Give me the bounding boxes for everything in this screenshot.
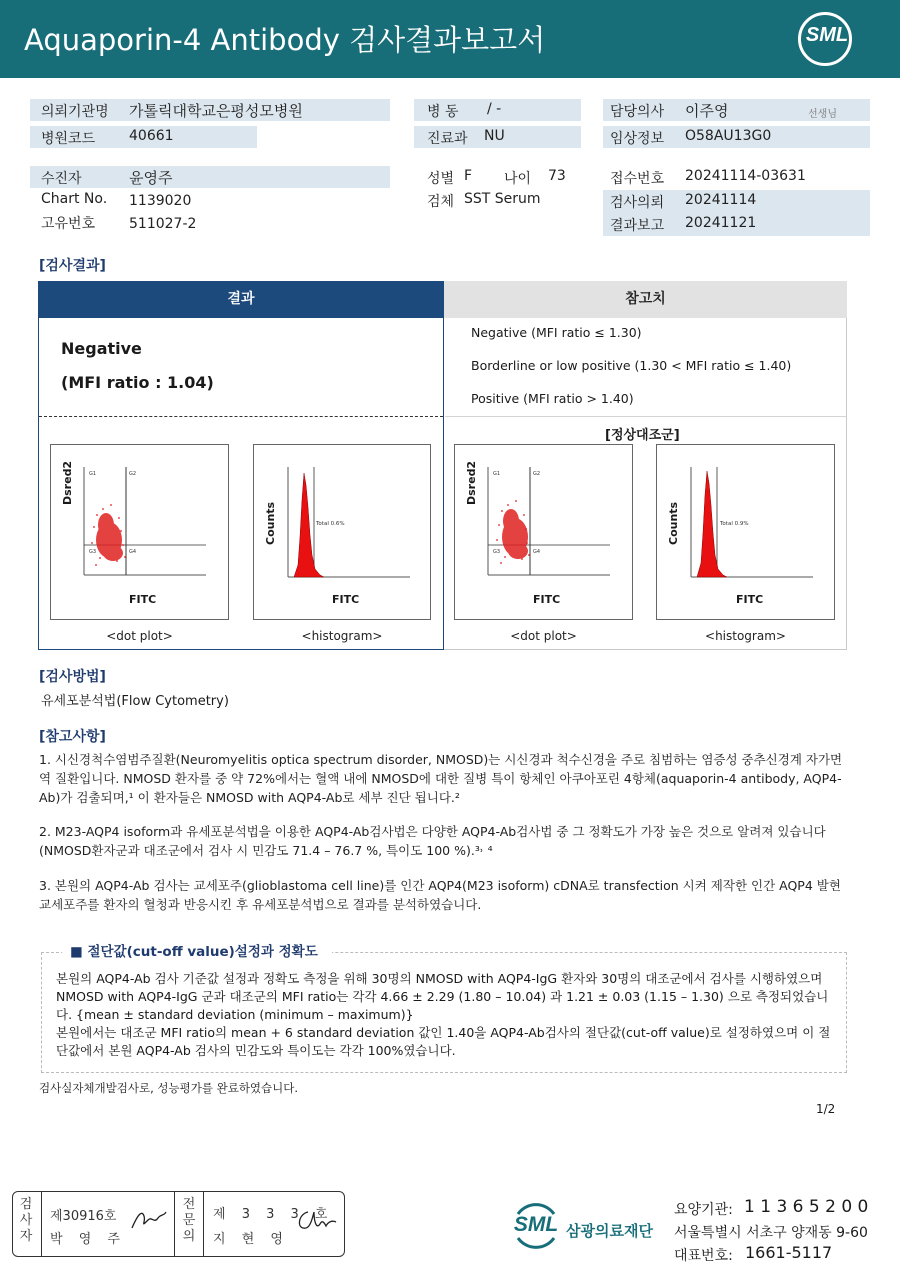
svg-text:G3: G3: [493, 549, 501, 555]
specimen-value: SST Serum: [464, 191, 541, 207]
info-bar: [30, 166, 390, 188]
ward-value: / -: [487, 101, 502, 117]
inspector-id: 제30916호: [50, 1209, 117, 1224]
cutoff-title: ■ 절단값(cut-off value)설정과 정확도: [70, 944, 318, 960]
doctor-suffix: 선생님: [808, 109, 837, 120]
patient-value: 윤영주: [129, 169, 173, 187]
svg-text:G2: G2: [533, 471, 541, 477]
plot1-caption: <dot plot>: [106, 629, 173, 643]
plot2-annotation: Total 0.6%: [316, 521, 345, 527]
chart-value: 1139020: [129, 193, 192, 209]
cutoff-text-1: 본원의 AQP4-Ab 검사 기준값 설정과 정확도 측정을 위해 30명의 NMOSD with AQP4-IgG 환자와 30명의 대조군에서 검사를 시행하였으며 NMOSD with AQP4-IgG 군과 대조군의 MFI ratio는 각각 4.66 ± 2.29 (1.80 – 10.04) 과 1.21 ± 0.03 (1.15 – 1.30) 으로 측정되었습니다. {mean ± standard deviation (minimum – maximum)}: [56, 971, 829, 1022]
reference-borderline: Borderline or low positive (1.30 < MFI ratio ≤ 1.40): [471, 358, 792, 373]
report-label: 결과보고: [610, 218, 665, 234]
request-value: 20241114: [685, 192, 757, 208]
dept-value: NU: [484, 128, 505, 144]
org-code-label: 요양기관:: [674, 1202, 733, 1218]
clinical-label: 임상정보: [610, 131, 665, 147]
chart-label: Chart No.: [41, 191, 108, 207]
svg-text:G4: G4: [533, 549, 541, 555]
institution-value: 가톨릭대학교은평성모병원: [129, 102, 303, 120]
institution-label: 의뢰기관명: [41, 104, 109, 120]
report-title: Aquaporin-4 Antibody 검사결과보고서: [24, 23, 546, 57]
reference-negative: Negative (MFI ratio ≤ 1.30): [471, 325, 642, 340]
receipt-label: 접수번호: [610, 171, 665, 187]
org-phone: 1661-5117: [745, 1243, 833, 1262]
result-ratio: (MFI ratio : 1.04): [61, 373, 214, 392]
method-text: 유세포분석법(Flow Cytometry): [41, 694, 229, 709]
svg-text:G1: G1: [89, 471, 97, 477]
plot1-ylabel: Dsred2: [61, 460, 74, 505]
results-section-title: [검사결과]: [39, 258, 106, 274]
org-phone-label: 대표번호:: [674, 1248, 733, 1264]
plot3-ylabel: Dsred2: [465, 460, 478, 505]
ward-label: 병 동: [427, 104, 459, 120]
method-section-title: [검사방법]: [39, 669, 106, 685]
note-item-3: 3. 본원의 AQP4-Ab 검사는 교세포주(glioblastoma cell line)를 인간 AQP4(M23 isoform) cDNA로 transfection 시켜 제작한 인간 AQP4 발현 교세포주를 환자의 혈청과 반응시킨 후 유세포분석법으로 결과를 분석하였습니다.: [39, 878, 841, 912]
plot4-caption: <histogram>: [705, 629, 786, 643]
plot3-xlabel: FITC: [533, 593, 561, 606]
reference-header: 참고치: [444, 281, 847, 318]
sig-divider: [174, 1191, 175, 1257]
org-code: 1 1 3 6 5 2 0 0: [744, 1197, 869, 1217]
expert-signature-icon: [294, 1206, 338, 1236]
result-header: 결과: [38, 281, 444, 318]
report-header: [0, 0, 900, 78]
dashed-divider: [39, 416, 443, 417]
sml-logo: SML: [805, 24, 849, 46]
result-value: Negative: [61, 339, 142, 358]
org-address: 서울특별시 서초구 양재동 9-60: [674, 1225, 868, 1241]
receipt-value: 20241114-03631: [685, 168, 806, 184]
dept-label: 진료과: [427, 131, 468, 147]
inspector-signature-icon: [128, 1206, 168, 1234]
plot4-annotation: Total 0.9%: [720, 521, 749, 527]
note-item-1: 1. 시신경척수염범주질환(Neuromyelitis optica spectrum disorder, NMOSD)는 시신경과 척수신경을 주로 침범하는 염증성 중추신경계 자가면역 질환입니다. NMOSD 환자를 중 약 72%에서는 혈액 내에 NMOSD에 대한 질병 특이 항체인 아쿠아포린 4항체(aquaporin-4 antibody, AQP4-Ab)가 검출되며,¹ 이 환자들은 NMOSD with AQP4-Ab로 세부 진단 됩니다.²: [39, 752, 843, 805]
notes-section-title: [참고사항]: [39, 729, 106, 745]
sex-value: F: [464, 168, 473, 184]
hospital-code-value: 40661: [129, 128, 174, 144]
plot3-caption: <dot plot>: [510, 629, 577, 643]
normal-control-label: [정상대조군]: [605, 428, 680, 443]
expert-name: 지 현 영: [213, 1232, 289, 1247]
svg-text:G1: G1: [493, 471, 501, 477]
clinical-value: O58AU13G0: [685, 128, 772, 144]
cutoff-text-2: 본원에서는 대조군 MFI ratio의 mean + 6 standard deviation 값인 1.40을 AQP4-Ab검사의 절단값(cut-off value)로 설정하였으며 이 절단값에서 본원 AQP4-Ab 검사의 민감도와 특이도는 각각 100%였습니다.: [56, 1025, 831, 1058]
reference-positive: Positive (MFI ratio > 1.40): [471, 391, 634, 406]
age-label: 나이: [504, 171, 532, 187]
sig-divider: [203, 1191, 204, 1257]
report-value: 20241121: [685, 215, 757, 231]
patient-label: 수진자: [41, 171, 82, 187]
specimen-label: 검체: [427, 194, 455, 210]
plot2-ylabel: Counts: [264, 501, 277, 545]
validation-note: 검사실자체개발검사로, 성능평가를 완료하였습니다.: [39, 1081, 299, 1095]
plot2-xlabel: FITC: [332, 593, 360, 606]
request-label: 검사의뢰: [610, 195, 665, 211]
note-item-2: 2. M23-AQP4 isoform과 유세포분석법을 이용한 AQP4-Ab검사법은 다양한 AQP4-Ab검사법 중 그 정확도가 가장 높은 것으로 알려져 있습니다(NMOSD환자군과 대조군에서 검사 시 민감도 71.4 – 76.7 %, 특이도 100 %).³˒ ⁴: [39, 824, 826, 858]
sex-label: 성별: [427, 171, 455, 187]
unique-value: 511027-2: [129, 216, 197, 232]
page-number: 1/2: [816, 1102, 836, 1116]
inspector-name: 박 영 주: [50, 1232, 126, 1247]
org-name: 삼광의료재단: [566, 1222, 653, 1240]
org-logo-text: SML: [513, 1213, 559, 1236]
expert-label: 전문의: [182, 1197, 196, 1244]
doctor-value: 이주영: [685, 102, 729, 120]
plot1-xlabel: FITC: [129, 593, 157, 606]
expert-id: 제 3 3 3 호: [213, 1207, 334, 1222]
age-value: 73: [548, 168, 566, 184]
plot2-caption: <histogram>: [301, 629, 383, 643]
sig-divider: [41, 1191, 42, 1257]
svg-text:G2: G2: [129, 471, 137, 477]
plot4-ylabel: Counts: [667, 501, 680, 545]
unique-label: 고유번호: [41, 216, 96, 232]
svg-text:G3: G3: [89, 549, 97, 555]
hospital-code-label: 병원코드: [41, 131, 96, 147]
plot4-xlabel: FITC: [736, 593, 764, 606]
doctor-label: 담당의사: [610, 104, 665, 120]
svg-text:G4: G4: [129, 549, 137, 555]
inspector-label: 검사자: [19, 1197, 33, 1244]
reference-divider: [445, 416, 847, 417]
